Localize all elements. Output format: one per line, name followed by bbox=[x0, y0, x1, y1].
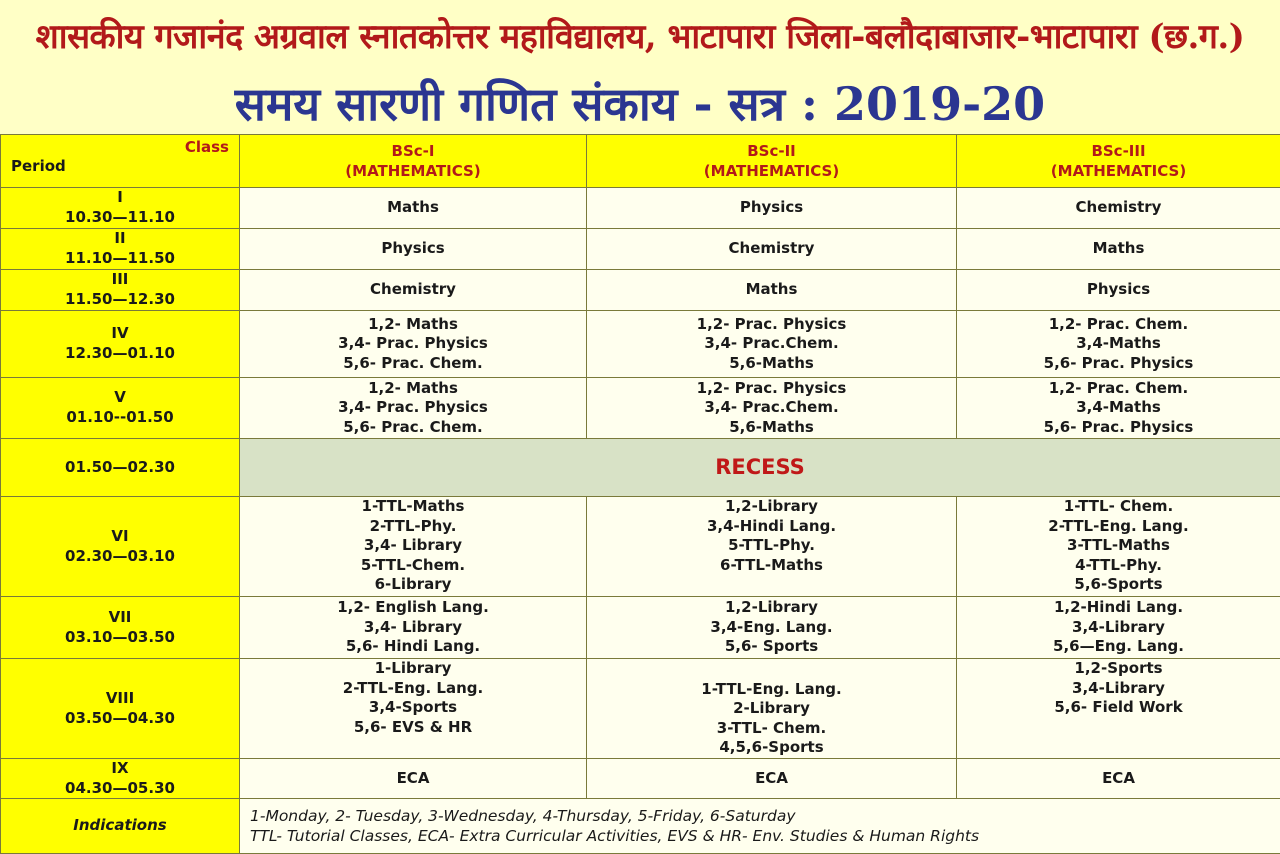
subject-entry: 5-TTL-Phy. bbox=[591, 536, 952, 556]
class-name: BSc-III bbox=[961, 141, 1276, 161]
subject-entry: 3,4- Prac. Physics bbox=[244, 398, 582, 418]
subject-entry: 5,6-Maths bbox=[591, 418, 952, 438]
schedule-cell bbox=[957, 378, 1280, 439]
period-number: III bbox=[5, 270, 235, 290]
schedule-cell bbox=[587, 188, 957, 229]
subject-entry: 1,2-Hindi Lang. bbox=[961, 598, 1276, 618]
subject-entry: Physics bbox=[591, 198, 952, 218]
subject-entry: 5,6—Eng. Lang. bbox=[961, 637, 1276, 657]
subject-entry: 5,6-Sports bbox=[961, 575, 1276, 595]
subject-entry: ECA bbox=[244, 769, 582, 789]
recess-label: RECESS bbox=[240, 439, 1280, 497]
subject-entry: 3-TTL-Maths bbox=[961, 536, 1276, 556]
period-cell bbox=[1, 270, 240, 311]
period-time: 11.50—12.30 bbox=[5, 290, 235, 310]
schedule-cell bbox=[240, 378, 587, 439]
period-row-9 bbox=[1, 759, 1280, 799]
period-time: 03.50—04.30 bbox=[5, 709, 235, 729]
period-cell bbox=[1, 188, 240, 229]
subject-entry: 2-Library bbox=[591, 699, 952, 719]
subject-entry: 1,2- Prac. Chem. bbox=[961, 379, 1276, 399]
subject-entry: Physics bbox=[244, 239, 582, 259]
class-name: BSc-I bbox=[244, 141, 582, 161]
subject-entry: 3,4- Library bbox=[244, 536, 582, 556]
period-time: 02.30—03.10 bbox=[5, 547, 235, 567]
period-number: VII bbox=[5, 608, 235, 628]
schedule-cell bbox=[240, 311, 587, 378]
subject-entry: 3,4-Maths bbox=[961, 334, 1276, 354]
subject-entry: 1-TTL-Maths bbox=[244, 497, 582, 517]
subject-entry: Maths bbox=[591, 280, 952, 300]
subject-entry: 5,6- EVS & HR bbox=[244, 718, 582, 738]
class-header-bsc2 bbox=[587, 135, 957, 188]
subject-entry: 5,6- Sports bbox=[591, 637, 952, 657]
subject-entry: 1-TTL-Eng. Lang. bbox=[591, 680, 952, 700]
subject-entry: 5,6- Prac. Physics bbox=[961, 354, 1276, 374]
subject-entry: 3,4-Library bbox=[961, 618, 1276, 638]
class-header-bsc3 bbox=[957, 135, 1280, 188]
subject-entry: 1,2- English Lang. bbox=[244, 598, 582, 618]
indications-label: Indications bbox=[1, 799, 240, 854]
schedule-cell bbox=[240, 597, 587, 659]
class-subject: (MATHEMATICS) bbox=[591, 161, 952, 181]
schedule-cell bbox=[957, 659, 1280, 759]
corner-class-label: Class bbox=[185, 138, 229, 158]
period-row-4 bbox=[1, 311, 1280, 378]
recess-row bbox=[1, 439, 1280, 497]
corner-period-label: Period bbox=[11, 157, 66, 177]
period-cell bbox=[1, 229, 240, 270]
period-row-1 bbox=[1, 188, 1280, 229]
indications-text bbox=[240, 799, 1280, 854]
indications-days: 1-Monday, 2- Tuesday, 3-Wednesday, 4-Thursday, 5-Friday, 6-Saturday bbox=[250, 806, 1276, 826]
corner-cell bbox=[1, 135, 240, 188]
schedule-cell bbox=[957, 270, 1280, 311]
subject-entry: Chemistry bbox=[244, 280, 582, 300]
period-cell bbox=[1, 597, 240, 659]
schedule-cell bbox=[587, 229, 957, 270]
schedule-cell bbox=[957, 759, 1280, 799]
subject-entry: 5,6-Maths bbox=[591, 354, 952, 374]
timetable-title: समय सारणी गणित संकाय - सत्र : 2019-20 bbox=[0, 74, 1280, 134]
subject-entry: 1,2-Library bbox=[591, 598, 952, 618]
period-number: VIII bbox=[5, 689, 235, 709]
subject-entry: 3,4-Sports bbox=[244, 698, 582, 718]
subject-entry: 1,2- Prac. Physics bbox=[591, 379, 952, 399]
period-row-6 bbox=[1, 497, 1280, 597]
subject-entry: 6-Library bbox=[244, 575, 582, 595]
subject-entry: 1,2- Maths bbox=[244, 315, 582, 335]
subject-entry: 3,4-Hindi Lang. bbox=[591, 517, 952, 537]
schedule-cell bbox=[587, 597, 957, 659]
subject-entry: 5,6- Prac. Chem. bbox=[244, 354, 582, 374]
period-number: I bbox=[5, 188, 235, 208]
subject-entry: 3,4- Prac.Chem. bbox=[591, 398, 952, 418]
period-row-2 bbox=[1, 229, 1280, 270]
subject-entry: 6-TTL-Maths bbox=[591, 556, 952, 576]
subject-entry: Chemistry bbox=[961, 198, 1276, 218]
period-row-8 bbox=[1, 659, 1280, 759]
schedule-cell bbox=[957, 597, 1280, 659]
subject-entry: Maths bbox=[961, 239, 1276, 259]
schedule-cell bbox=[240, 229, 587, 270]
subject-entry: 5,6- Hindi Lang. bbox=[244, 637, 582, 657]
subject-entry: 5-TTL-Chem. bbox=[244, 556, 582, 576]
subject-entry: 1,2- Prac. Physics bbox=[591, 315, 952, 335]
schedule-cell bbox=[240, 188, 587, 229]
subject-entry: 1,2- Prac. Chem. bbox=[961, 315, 1276, 335]
period-cell bbox=[1, 439, 240, 497]
subject-entry: 5,6- Field Work bbox=[961, 698, 1276, 718]
college-name-heading: शासकीय गजानंद अग्रवाल स्नातकोत्तर महाविद्यालय, भाटापारा जिला-बलौदाबाजार-भाटापारा (छ.ग.) bbox=[0, 6, 1280, 68]
period-cell bbox=[1, 311, 240, 378]
period-cell bbox=[1, 497, 240, 597]
schedule-cell bbox=[240, 659, 587, 759]
period-time: 01.50—02.30 bbox=[5, 458, 235, 478]
subject-entry: Physics bbox=[961, 280, 1276, 300]
class-name: BSc-II bbox=[591, 141, 952, 161]
period-number: IV bbox=[5, 324, 235, 344]
subject-entry: Chemistry bbox=[591, 239, 952, 259]
period-row-3 bbox=[1, 270, 1280, 311]
period-time: 12.30—01.10 bbox=[5, 344, 235, 364]
subject-entry: 3,4- Prac.Chem. bbox=[591, 334, 952, 354]
period-cell bbox=[1, 378, 240, 439]
indications-abbreviations: TTL- Tutorial Classes, ECA- Extra Curricular Activities, EVS & HR- Env. Studies & Human Rights bbox=[250, 826, 1276, 846]
period-time: 11.10—11.50 bbox=[5, 249, 235, 269]
subject-entry: 5,6- Prac. Physics bbox=[961, 418, 1276, 438]
subject-entry: 3,4- Library bbox=[244, 618, 582, 638]
period-time: 04.30—05.30 bbox=[5, 779, 235, 799]
indications-row bbox=[1, 799, 1280, 854]
timetable bbox=[0, 134, 1280, 854]
subject-entry: 4-TTL-Phy. bbox=[961, 556, 1276, 576]
period-number: V bbox=[5, 388, 235, 408]
schedule-cell bbox=[587, 378, 957, 439]
subject-entry: 3,4-Library bbox=[961, 679, 1276, 699]
subject-entry: Maths bbox=[244, 198, 582, 218]
schedule-cell bbox=[587, 497, 957, 597]
period-number: IX bbox=[5, 759, 235, 779]
subject-entry: 5,6- Prac. Chem. bbox=[244, 418, 582, 438]
period-row-5 bbox=[1, 378, 1280, 439]
subject-entry: 1,2-Library bbox=[591, 497, 952, 517]
subject-entry: 3-TTL- Chem. bbox=[591, 719, 952, 739]
class-header-bsc1 bbox=[240, 135, 587, 188]
subject-entry: 2-TTL-Eng. Lang. bbox=[244, 679, 582, 699]
period-time: 10.30—11.10 bbox=[5, 208, 235, 228]
subject-entry: 1-TTL- Chem. bbox=[961, 497, 1276, 517]
class-subject: (MATHEMATICS) bbox=[961, 161, 1276, 181]
subject-entry: 1-Library bbox=[244, 659, 582, 679]
schedule-cell bbox=[587, 311, 957, 378]
schedule-cell bbox=[957, 311, 1280, 378]
schedule-cell bbox=[957, 188, 1280, 229]
subject-entry: 2-TTL-Phy. bbox=[244, 517, 582, 537]
schedule-cell bbox=[240, 270, 587, 311]
subject-entry: 1,2- Maths bbox=[244, 379, 582, 399]
schedule-cell bbox=[587, 270, 957, 311]
subject-entry: 3,4-Eng. Lang. bbox=[591, 618, 952, 638]
subject-entry: 1,2-Sports bbox=[961, 659, 1276, 679]
subject-entry: ECA bbox=[591, 769, 952, 789]
schedule-cell bbox=[957, 497, 1280, 597]
period-number: II bbox=[5, 229, 235, 249]
period-cell bbox=[1, 659, 240, 759]
period-time: 01.10--01.50 bbox=[5, 408, 235, 428]
period-cell bbox=[1, 759, 240, 799]
schedule-cell bbox=[587, 759, 957, 799]
period-row-7 bbox=[1, 597, 1280, 659]
subject-entry: 3,4- Prac. Physics bbox=[244, 334, 582, 354]
schedule-cell bbox=[957, 229, 1280, 270]
period-time: 03.10—03.50 bbox=[5, 628, 235, 648]
subject-entry: 2-TTL-Eng. Lang. bbox=[961, 517, 1276, 537]
subject-entry: 3,4-Maths bbox=[961, 398, 1276, 418]
schedule-cell bbox=[587, 659, 957, 759]
class-subject: (MATHEMATICS) bbox=[244, 161, 582, 181]
subject-entry: 4,5,6-Sports bbox=[591, 738, 952, 758]
subject-entry: ECA bbox=[961, 769, 1276, 789]
class-header-row bbox=[1, 135, 1280, 188]
schedule-cell bbox=[240, 759, 587, 799]
period-number: VI bbox=[5, 527, 235, 547]
schedule-cell bbox=[240, 497, 587, 597]
